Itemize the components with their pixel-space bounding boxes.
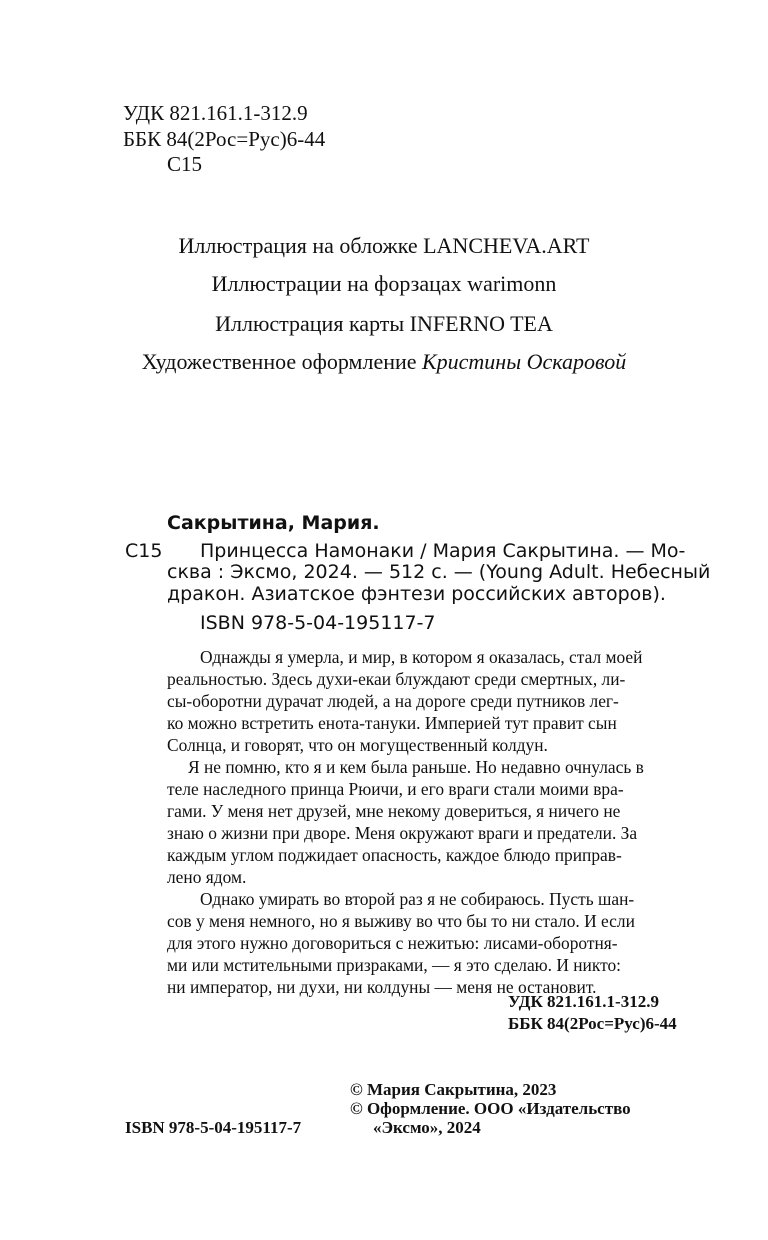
udk-bottom: УДК 821.161.1-312.9 — [508, 992, 659, 1011]
annotation-line: сы-оборотни дурачат людей, а на дороге среди путников лег- — [167, 691, 619, 711]
copyright-design: © Оформление. ООО «Издательство — [350, 1099, 631, 1118]
bib-line-2: сква : Эксмо, 2024. — 512 с. — (Young Adult. Небесный — [167, 561, 711, 583]
annotation-line: сов у меня немного, но я выживу во что бы то ни стало. И если — [167, 911, 635, 931]
author-sign-top: С15 — [167, 152, 203, 176]
credit-design-name: Кристины Оскаровой — [422, 349, 627, 374]
isbn-bottom: ISBN 978-5-04-195117-7 — [125, 1118, 302, 1137]
bib-line-3: дракон. Азиатское фэнтези российских авторов). — [167, 583, 666, 605]
annotation-line: лено ядом. — [167, 867, 247, 887]
author-heading: Сакрытина, Мария. — [167, 512, 380, 534]
annotation-line: знаю о жизни при дворе. Меня окружают враги и предатели. За — [167, 823, 638, 843]
udk-top: УДК 821.161.1-312.9 — [123, 101, 308, 125]
bbk-bottom: ББК 84(2Рос=Рус)6-44 — [508, 1014, 677, 1033]
annotation-line: ми или мстительными призраками, — я это сделаю. И никто: — [167, 955, 621, 975]
isbn-record: ISBN 978-5-04-195117-7 — [200, 612, 436, 634]
annotation-line: Однажды я умерла, и мир, в котором я оказалась, стал моей — [200, 647, 643, 667]
annotation-line: гами. У меня нет друзей, мне некому довериться, я ничего не — [167, 801, 621, 821]
annotation-line: ни император, ни духи, ни колдуны — меня не остановит. — [167, 977, 597, 997]
credit-design-label: Художественное оформление — [141, 349, 423, 374]
bbk-top: ББК 84(2Рос=Рус)6-44 — [123, 127, 326, 151]
credit-cover: Иллюстрация на обложке LANCHEVA.ART — [178, 233, 590, 258]
annotation-line: Однако умирать во второй раз я не собираюсь. Пусть шан- — [200, 889, 635, 909]
copyright-author: © Мария Сакрытина, 2023 — [350, 1080, 557, 1099]
copyright-publisher: «Эксмо», 2024 — [373, 1118, 481, 1137]
credit-endpapers: Иллюстрации на форзацах warimonn — [211, 271, 557, 296]
annotation-line: ко можно встретить енота-тануки. Империей тут правит сын — [167, 713, 617, 733]
annotation-line: каждым углом поджидает опасность, каждое блюдо приправ- — [167, 845, 622, 865]
annotation-line: теле наследного принца Рюичи, и его враги стали моими вра- — [167, 779, 624, 799]
credit-design — [0, 348, 768, 376]
credit-map: Иллюстрация карты INFERNO TEA — [215, 311, 553, 336]
annotation-line: Солнца, и говорят, что он могущественный колдун. — [167, 735, 548, 755]
annotation-line: реальностью. Здесь духи-екаи блуждают среди смертных, ли- — [167, 669, 626, 689]
annotation-line: Я не помню, кто я и кем была раньше. Но недавно очнулась в — [188, 757, 644, 777]
author-sign: С15 — [125, 540, 163, 562]
annotation-line: для этого нужно договориться с нежитью: лисами-оборотня- — [167, 933, 618, 953]
bib-line-1: Принцесса Намонаки / Мария Сакрытина. — Мо- — [200, 540, 686, 562]
